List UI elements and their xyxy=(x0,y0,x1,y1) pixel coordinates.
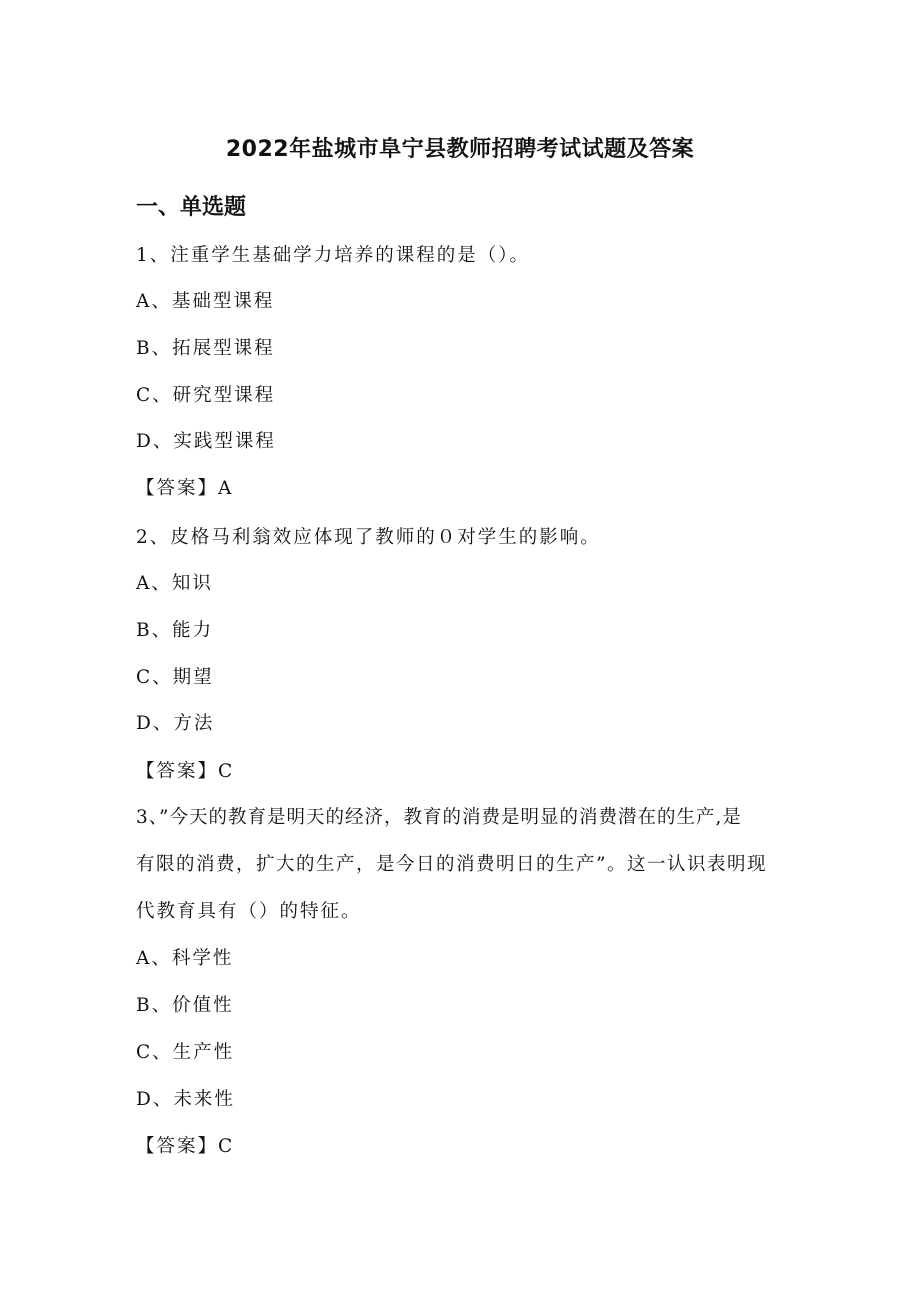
question-3-stem-line-3: 代教育具有（）的特征。 xyxy=(136,901,362,922)
question-2-option-d: D、方法 xyxy=(136,713,215,734)
question-2-option-a: A、知识 xyxy=(136,573,213,594)
question-3-option-b: B、价值性 xyxy=(136,995,234,1016)
question-1-option-c: C、研究型课程 xyxy=(136,385,276,406)
question-1-option-b: B、拓展型课程 xyxy=(136,338,275,359)
document-title: 2022年盐城市阜宁县教师招聘考试试题及答案 xyxy=(225,137,695,162)
question-1-option-d: D、实践型课程 xyxy=(136,431,276,452)
question-3-answer: 【答案】C xyxy=(136,1136,235,1157)
section-heading: 一、单选题 xyxy=(136,195,247,220)
question-2-option-c: C、期望 xyxy=(136,667,214,688)
question-3-option-d: D、未来性 xyxy=(136,1089,235,1110)
question-2-answer: 【答案】C xyxy=(136,761,235,782)
question-2-stem: 2、皮格马利翁效应体现了教师的０对学生的影响。 xyxy=(136,527,601,548)
question-1-stem: 1、注重学生基础学力培养的课程的是（）。 xyxy=(136,245,531,266)
question-3-option-a: A、科学性 xyxy=(136,948,234,969)
question-1-option-a: A、基础型课程 xyxy=(136,291,275,312)
question-2-option-b: B、能力 xyxy=(136,620,214,641)
question-1-answer: 【答案】A xyxy=(136,478,234,499)
question-3-stem-line-2: 有限的消费，扩大的生产，是今日的消费明日的生产”。这一认识表明现 xyxy=(136,854,767,875)
question-3-option-c: C、生产性 xyxy=(136,1042,235,1063)
question-3-stem-line-1: 3、”今天的教育是明天的经济，教育的消费是明显的消费潜在的生产,是 xyxy=(136,807,742,828)
